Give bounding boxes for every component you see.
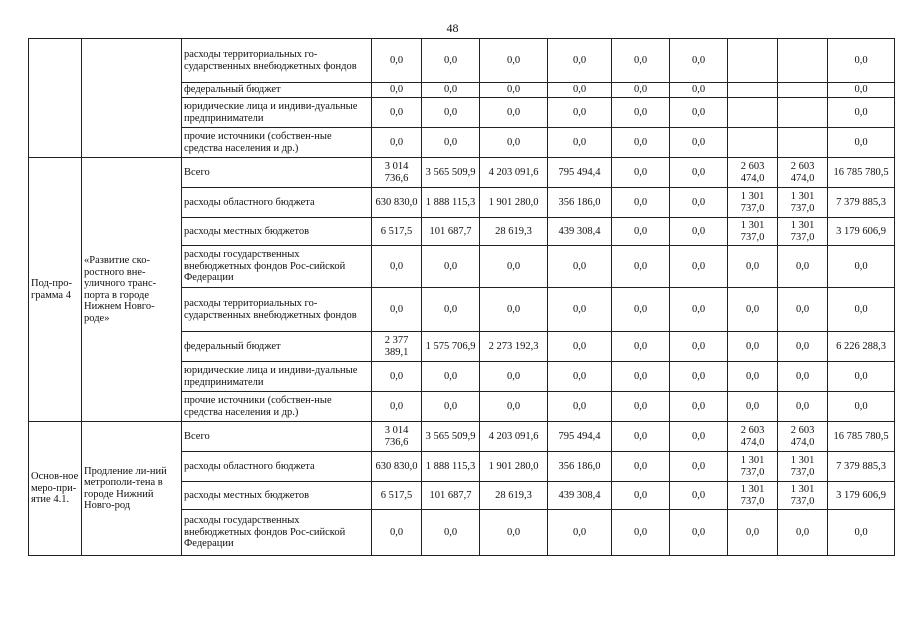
amount-cell: 630 830,0 <box>372 452 422 482</box>
amount-cell: 439 308,4 <box>548 482 612 510</box>
program-name-cell: Продление ли-ний метрополи-тена в городе Нижний Новго-род <box>82 422 182 556</box>
program-code-cell: Под-про-грамма 4 <box>29 158 82 422</box>
amount-cell: 2 603 474,0 <box>728 422 778 452</box>
amount-cell: 0,0 <box>422 83 480 98</box>
amount-cell: 0,0 <box>372 288 422 332</box>
amount-cell <box>728 98 778 128</box>
amount-cell: 0,0 <box>612 218 670 246</box>
amount-cell: 0,0 <box>828 510 895 556</box>
amount-cell: 0,0 <box>612 188 670 218</box>
amount-cell: 0,0 <box>670 128 728 158</box>
funding-source-label: Всего <box>182 422 372 452</box>
amount-cell: 0,0 <box>548 98 612 128</box>
amount-cell: 1 301 737,0 <box>728 452 778 482</box>
amount-cell: 0,0 <box>422 246 480 288</box>
amount-cell: 0,0 <box>612 332 670 362</box>
table-row <box>29 39 895 83</box>
amount-cell: 7 379 885,3 <box>828 452 895 482</box>
amount-cell: 0,0 <box>828 288 895 332</box>
amount-cell: 1 901 280,0 <box>480 452 548 482</box>
amount-cell: 3 014 736,6 <box>372 158 422 188</box>
amount-cell: 0,0 <box>480 510 548 556</box>
amount-cell: 0,0 <box>372 128 422 158</box>
amount-cell: 7 379 885,3 <box>828 188 895 218</box>
funding-source-label: расходы областного бюджета <box>182 188 372 218</box>
amount-cell: 3 565 509,9 <box>422 158 480 188</box>
amount-cell: 0,0 <box>728 246 778 288</box>
amount-cell: 0,0 <box>548 246 612 288</box>
amount-cell: 356 186,0 <box>548 188 612 218</box>
funding-source-label: прочие источники (собствен-ные средства населения и др.) <box>182 128 372 158</box>
funding-source-label: расходы территориальных го-сударственных внебюджетных фондов <box>182 39 372 83</box>
amount-cell: 2 603 474,0 <box>728 158 778 188</box>
amount-cell: 0,0 <box>670 288 728 332</box>
amount-cell: 0,0 <box>480 128 548 158</box>
amount-cell: 0,0 <box>670 422 728 452</box>
amount-cell: 4 203 091,6 <box>480 158 548 188</box>
amount-cell: 0,0 <box>422 510 480 556</box>
amount-cell: 0,0 <box>422 392 480 422</box>
amount-cell: 0,0 <box>480 392 548 422</box>
amount-cell: 0,0 <box>670 83 728 98</box>
amount-cell: 0,0 <box>670 392 728 422</box>
amount-cell: 3 179 606,9 <box>828 482 895 510</box>
amount-cell: 101 687,7 <box>422 482 480 510</box>
amount-cell: 0,0 <box>480 83 548 98</box>
amount-cell: 0,0 <box>612 98 670 128</box>
amount-cell: 0,0 <box>828 392 895 422</box>
amount-cell: 0,0 <box>548 510 612 556</box>
funding-source-label: расходы местных бюджетов <box>182 482 372 510</box>
amount-cell: 0,0 <box>670 39 728 83</box>
amount-cell: 0,0 <box>480 362 548 392</box>
amount-cell: 0,0 <box>372 39 422 83</box>
funding-source-label: федеральный бюджет <box>182 332 372 362</box>
amount-cell: 0,0 <box>670 510 728 556</box>
amount-cell <box>728 83 778 98</box>
amount-cell: 0,0 <box>548 83 612 98</box>
amount-cell: 2 273 192,3 <box>480 332 548 362</box>
amount-cell: 0,0 <box>612 422 670 452</box>
amount-cell: 6 517,5 <box>372 218 422 246</box>
amount-cell: 4 203 091,6 <box>480 422 548 452</box>
amount-cell: 0,0 <box>728 510 778 556</box>
amount-cell: 0,0 <box>828 246 895 288</box>
amount-cell: 0,0 <box>828 98 895 128</box>
financing-table <box>28 38 895 556</box>
amount-cell: 0,0 <box>670 482 728 510</box>
funding-source-label: прочие источники (собствен-ные средства населения и др.) <box>182 392 372 422</box>
amount-cell: 0,0 <box>372 510 422 556</box>
program-name-cell: «Развитие ско-ростного вне-уличного транс-порта в городе Нижнем Новго-роде» <box>82 158 182 422</box>
amount-cell: 0,0 <box>778 288 828 332</box>
amount-cell: 0,0 <box>612 288 670 332</box>
amount-cell: 1 575 706,9 <box>422 332 480 362</box>
amount-cell: 0,0 <box>480 288 548 332</box>
amount-cell: 0,0 <box>372 83 422 98</box>
funding-source-label: расходы государственных внебюджетных фондов Рос-сийской Федерации <box>182 510 372 556</box>
amount-cell: 356 186,0 <box>548 452 612 482</box>
amount-cell: 0,0 <box>670 452 728 482</box>
amount-cell: 1 301 737,0 <box>728 188 778 218</box>
table-row <box>29 158 895 188</box>
amount-cell: 3 179 606,9 <box>828 218 895 246</box>
amount-cell: 0,0 <box>670 158 728 188</box>
table-row <box>29 422 895 452</box>
amount-cell: 1 888 115,3 <box>422 188 480 218</box>
amount-cell: 3 565 509,9 <box>422 422 480 452</box>
amount-cell: 0,0 <box>670 362 728 392</box>
amount-cell: 0,0 <box>480 98 548 128</box>
amount-cell <box>778 39 828 83</box>
amount-cell: 0,0 <box>670 98 728 128</box>
amount-cell: 1 301 737,0 <box>728 482 778 510</box>
amount-cell: 0,0 <box>828 83 895 98</box>
amount-cell: 0,0 <box>670 188 728 218</box>
amount-cell: 0,0 <box>828 128 895 158</box>
amount-cell: 16 785 780,5 <box>828 422 895 452</box>
amount-cell: 28 619,3 <box>480 482 548 510</box>
amount-cell: 1 301 737,0 <box>778 482 828 510</box>
amount-cell: 0,0 <box>612 452 670 482</box>
program-code-cell: Основ-ное меро-при-ятие 4.1. <box>29 422 82 556</box>
amount-cell: 795 494,4 <box>548 422 612 452</box>
amount-cell: 0,0 <box>612 362 670 392</box>
amount-cell: 0,0 <box>422 98 480 128</box>
amount-cell: 0,0 <box>422 128 480 158</box>
amount-cell: 0,0 <box>612 510 670 556</box>
amount-cell: 0,0 <box>612 39 670 83</box>
amount-cell: 0,0 <box>548 288 612 332</box>
amount-cell: 0,0 <box>480 246 548 288</box>
amount-cell: 1 301 737,0 <box>728 218 778 246</box>
amount-cell <box>778 98 828 128</box>
amount-cell: 0,0 <box>372 362 422 392</box>
amount-cell: 1 301 737,0 <box>778 452 828 482</box>
amount-cell: 0,0 <box>612 482 670 510</box>
amount-cell: 630 830,0 <box>372 188 422 218</box>
amount-cell: 0,0 <box>372 98 422 128</box>
amount-cell: 0,0 <box>778 510 828 556</box>
funding-source-label: расходы государственных внебюджетных фондов Рос-сийской Федерации <box>182 246 372 288</box>
page-number: 48 <box>446 21 459 35</box>
amount-cell: 0,0 <box>778 362 828 392</box>
amount-cell: 0,0 <box>548 39 612 83</box>
amount-cell <box>728 128 778 158</box>
amount-cell: 0,0 <box>422 288 480 332</box>
amount-cell: 0,0 <box>728 392 778 422</box>
amount-cell: 0,0 <box>548 332 612 362</box>
amount-cell: 0,0 <box>670 332 728 362</box>
amount-cell: 0,0 <box>612 128 670 158</box>
amount-cell <box>778 83 828 98</box>
funding-source-label: Всего <box>182 158 372 188</box>
amount-cell: 101 687,7 <box>422 218 480 246</box>
amount-cell: 439 308,4 <box>548 218 612 246</box>
amount-cell: 2 603 474,0 <box>778 422 828 452</box>
amount-cell: 0,0 <box>728 288 778 332</box>
amount-cell: 0,0 <box>670 246 728 288</box>
amount-cell: 0,0 <box>372 246 422 288</box>
amount-cell: 0,0 <box>728 362 778 392</box>
amount-cell: 0,0 <box>548 128 612 158</box>
funding-source-label: расходы местных бюджетов <box>182 218 372 246</box>
amount-cell: 3 014 736,6 <box>372 422 422 452</box>
amount-cell <box>728 39 778 83</box>
amount-cell: 0,0 <box>480 39 548 83</box>
funding-source-label: федеральный бюджет <box>182 83 372 98</box>
amount-cell: 0,0 <box>778 332 828 362</box>
amount-cell: 0,0 <box>778 246 828 288</box>
funding-source-label: расходы территориальных го-сударственных внебюджетных фондов <box>182 288 372 332</box>
amount-cell: 1 901 280,0 <box>480 188 548 218</box>
amount-cell: 1 301 737,0 <box>778 188 828 218</box>
amount-cell: 0,0 <box>612 246 670 288</box>
program-code-cell <box>29 39 82 158</box>
amount-cell: 0,0 <box>548 392 612 422</box>
program-name-cell <box>82 39 182 158</box>
amount-cell: 0,0 <box>422 362 480 392</box>
amount-cell: 795 494,4 <box>548 158 612 188</box>
amount-cell: 0,0 <box>612 83 670 98</box>
amount-cell: 0,0 <box>828 39 895 83</box>
amount-cell: 2 377 389,1 <box>372 332 422 362</box>
amount-cell: 1 301 737,0 <box>778 218 828 246</box>
amount-cell: 0,0 <box>422 39 480 83</box>
funding-source-label: юридические лица и индиви-дуальные предприниматели <box>182 98 372 128</box>
amount-cell: 6 517,5 <box>372 482 422 510</box>
amount-cell: 0,0 <box>612 392 670 422</box>
amount-cell: 0,0 <box>612 158 670 188</box>
amount-cell: 1 888 115,3 <box>422 452 480 482</box>
amount-cell: 0,0 <box>372 392 422 422</box>
amount-cell: 0,0 <box>728 332 778 362</box>
funding-source-label: расходы областного бюджета <box>182 452 372 482</box>
amount-cell: 6 226 288,3 <box>828 332 895 362</box>
amount-cell: 0,0 <box>828 362 895 392</box>
amount-cell: 2 603 474,0 <box>778 158 828 188</box>
amount-cell: 0,0 <box>548 362 612 392</box>
amount-cell: 16 785 780,5 <box>828 158 895 188</box>
funding-source-label: юридические лица и индиви-дуальные предприниматели <box>182 362 372 392</box>
amount-cell: 0,0 <box>670 218 728 246</box>
amount-cell <box>778 128 828 158</box>
amount-cell: 0,0 <box>778 392 828 422</box>
amount-cell: 28 619,3 <box>480 218 548 246</box>
